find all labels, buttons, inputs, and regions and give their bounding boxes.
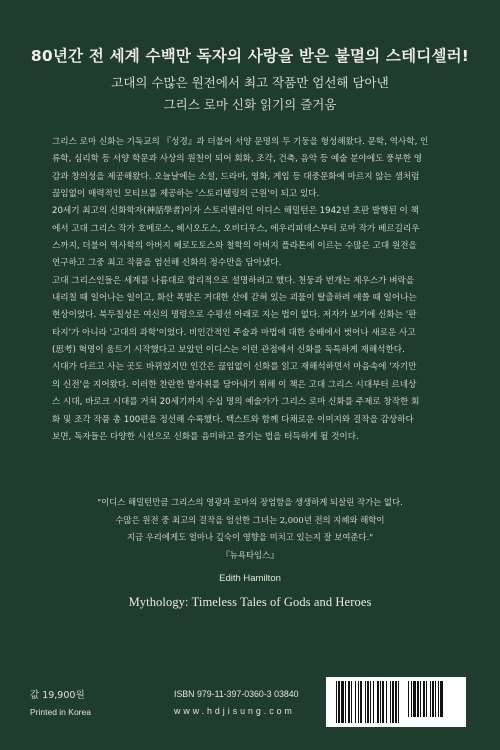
quote-line: 수많은 원전 중 최고의 걸작을 엄선한 그녀는 2,000년 전의 지혜와 해학이 xyxy=(115,514,385,525)
barcode-bar xyxy=(367,681,369,723)
barcode-bar xyxy=(417,681,419,717)
quote-line: 지금 우리에게도 얼마나 깊숙이 영향을 미치고 있는지 잘 보여준다." xyxy=(126,532,374,542)
barcode-bar xyxy=(408,681,409,717)
barcode-bar xyxy=(336,681,337,723)
body-line: 타지'가 아니라 '고대의 과학'이었다. 비인간적인 주술과 마법에 대한 숭배에서 벗어나 새로운 사고 xyxy=(52,327,416,338)
barcode-bar xyxy=(355,681,356,723)
body-line: 그리스 로마 신화는 기독교의 『성경』과 더불어 서양 문명의 두 기둥을 형성해왔다. 문학, 역사학, 인 xyxy=(52,137,429,147)
english-title: Mythology: Timeless Tales of Gods and Heroes xyxy=(128,595,372,609)
barcode-bar xyxy=(373,681,374,723)
body-line: 끊임없이 매력적인 모티브를 제공하는 '스토리텔링의 근원'이 되고 있다. xyxy=(52,189,320,200)
body-line: 에서 고대 그리스 작가 호메로스, 헤시오도스, 오비디우스, 에우리피데스부터 로마 작가 베르길리우 xyxy=(52,223,420,234)
barcode-bar xyxy=(423,681,425,717)
isbn-barcode xyxy=(326,677,466,727)
body-line: 스까지, 더불어 역사학의 아버지 헤로도토스와 철학의 아버지 플라톤에 이르는 수많은 고대 원전을 xyxy=(52,241,417,252)
barcode-bar xyxy=(370,681,371,723)
price-block xyxy=(30,688,91,720)
barcode-bar xyxy=(345,681,346,723)
barcode-graphic xyxy=(326,677,466,727)
body-line: 보면, 독자들은 다양한 시선으로 신화를 음미하고 즐기는 법을 터득하게 될 것이다. xyxy=(52,431,359,442)
quote-line: "이디스 해밀턴만큼 그리스의 영광과 로마의 장엄함을 생생하게 되살린 작가는 없다. xyxy=(97,497,403,507)
isbn-block xyxy=(174,686,299,720)
barcode-bar xyxy=(440,681,443,717)
barcode-bar xyxy=(358,681,359,723)
barcode-bar xyxy=(395,681,397,723)
barcode-bar xyxy=(426,681,427,717)
body-line: 20세기 최고의 신화학자(神話學者)이자 스토리텔러인 이디스 해밀턴은 1942년 초판 발행된 이 책 xyxy=(52,206,419,217)
body-line: 화 및 조각 작품 총 100편을 정선해 수록했다. 텍스트와 함께 다채로운 이미지와 걸작을 감상하다 xyxy=(52,414,414,425)
barcode-bar xyxy=(435,681,436,717)
barcode-bar xyxy=(398,681,399,723)
barcode-bar xyxy=(365,681,366,723)
quote-source: 『뉴욕타임스』 xyxy=(221,549,279,560)
body-line: 연구하고 그중 최고 작품을 엄선해 신화의 정수만을 담아냈다. xyxy=(52,258,282,269)
isbn-number: ISBN 979-11-397-0360-3 03840 xyxy=(174,689,299,699)
barcode-bar xyxy=(360,681,362,723)
body-line: 류학, 심리학 등 서양 학문과 사상의 원천이 되어 회화, 조각, 건축, 음악 등 예술 분야에도 풍부한 영 xyxy=(52,154,423,165)
barcode-bar xyxy=(382,681,384,723)
printed-in-label: Printed in Korea xyxy=(30,707,91,717)
barcode-bar xyxy=(420,681,421,717)
barcode-bar xyxy=(341,681,344,723)
barcode-bar xyxy=(430,681,431,717)
barcode-bar xyxy=(432,681,434,717)
barcode-bar xyxy=(438,681,439,717)
body-line: 스 시대, 바로크 시대를 거쳐 20세기까지 수십 명의 예술가가 그리스 로마 신화를 주제로 창작한 회 xyxy=(52,397,420,408)
description-body xyxy=(52,134,450,446)
subheading-line: 고대의 수많은 원전에서 최고 작품만 엄선해 담아낸 xyxy=(111,75,389,90)
barcode-bar xyxy=(386,681,387,723)
barcode-bar xyxy=(380,681,381,723)
barcode-bar xyxy=(392,681,394,723)
cover-subheading xyxy=(0,72,500,116)
subheading-line: 그리스 로마 신화 읽기의 즐거움 xyxy=(163,97,337,112)
body-line: 현상이었다. 북두칠성은 여신의 명령으로 수평선 아래로 지는 법이 없다. 저자가 보기에 신화는 '판 xyxy=(52,310,417,321)
body-line: 의 신전'을 지어왔다. 이러한 찬란한 발자취를 담아내기 위해 이 책은 고대 그리스 시대부터 르네상 xyxy=(52,379,417,390)
body-line: 내리칠 때 일어나는 일이고, 화산 폭발은 거대한 산에 갇혀 있는 괴물이 탈출하려 애쓸 때 일어나는 xyxy=(52,293,417,304)
body-line: 감과 창의성을 제공해왔다. 오늘날에는 소설, 드라마, 영화, 게임 등 대중문화에 마르지 않는 샘처럼 xyxy=(52,171,420,182)
press-quote xyxy=(70,494,430,564)
author-name: Edith Hamilton xyxy=(219,573,281,584)
body-line: 시대가 다르고 사는 곳도 바뀌었지만 인간은 끊임없이 신화를 읽고 재해석하면서 마음속에 '자기만 xyxy=(52,362,417,373)
barcode-bar xyxy=(390,681,391,723)
barcode-bar xyxy=(351,681,352,723)
barcode-bar xyxy=(338,681,340,723)
price-label: 값 19,900원 xyxy=(30,690,85,701)
publisher-website: www.hdjisung.com xyxy=(174,706,295,716)
barcode-bar xyxy=(377,681,379,723)
barcode-bar xyxy=(348,681,350,723)
cover-headline: 80년간 전 세계 수백만 독자의 사랑을 받은 불멸의 스테디셀러! xyxy=(30,47,470,65)
body-line: 고대 그리스인들은 세계를 나름대로 합리적으로 설명하려고 했다. 천둥과 번개는 제우스가 벼락을 xyxy=(52,275,415,286)
barcode-bar xyxy=(413,681,416,717)
barcode-bar xyxy=(411,681,412,717)
body-line: (思考) 혁명이 움트기 시작했다고 보았던 이디스는 이런 관점에서 신화를 독특하게 재해석한다. xyxy=(52,345,405,356)
